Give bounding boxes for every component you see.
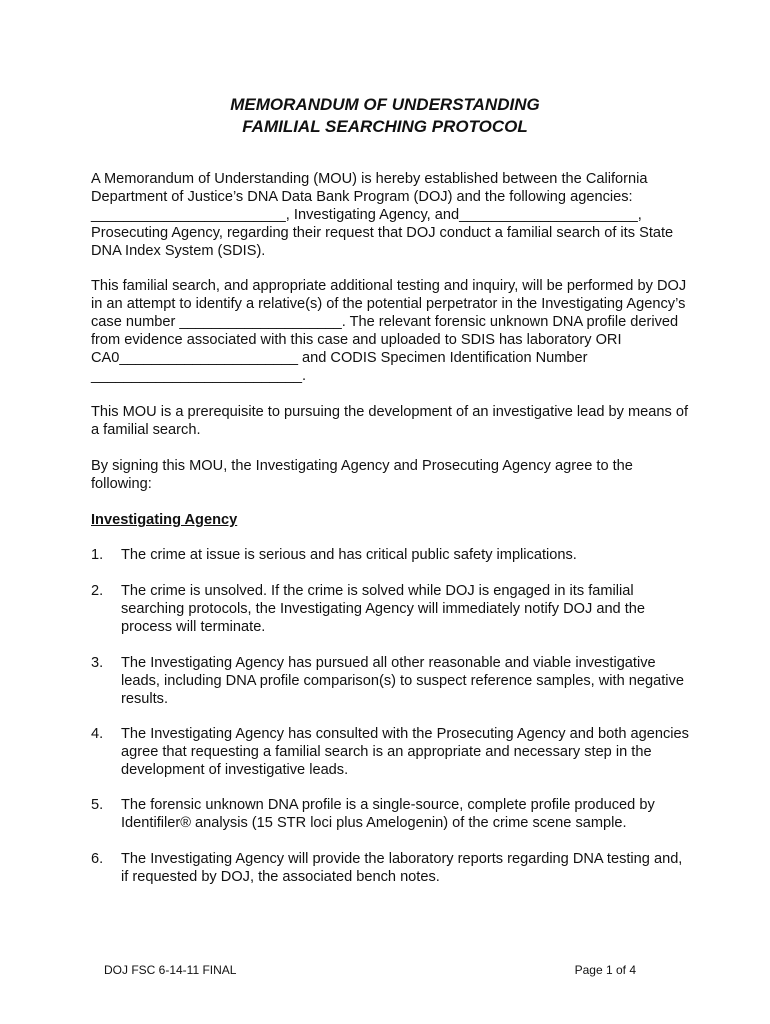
list-item-text: The crime at issue is serious and has critical public safety implications.	[121, 547, 577, 563]
list-item-text: The crime is unsolved. If the crime is solved while DOJ is engaged in its familial searching protocols, the Investigating Agency will immediately notify DOJ and the process will terminate.	[121, 583, 646, 635]
list-item-number: 1.	[91, 547, 104, 563]
list-item-text: The Investigating Agency will provide the laboratory reports regarding DNA testing and, if requested by DOJ, the associated bench notes.	[121, 851, 683, 885]
footer-document-id: DOJ FSC 6-14-11 FINAL	[104, 963, 237, 977]
list-item-number: 4.	[91, 726, 104, 742]
section-heading-investigating-agency: Investigating Agency	[91, 512, 238, 528]
list-item-number: 5.	[91, 797, 104, 813]
list-item-text: The forensic unknown DNA profile is a single-source, complete profile produced by Identifiler® analysis (15 STR loci plus Amelogenin) of the crime scene sample.	[121, 797, 655, 831]
list-item-text: The Investigating Agency has consulted with the Prosecuting Agency and both agencies agree that requesting a familial search is an appropriate and necessary step in the development of investigative leads.	[121, 726, 689, 778]
list-item-number: 2.	[91, 583, 104, 599]
document-title-line-2: FAMILIAL SEARCHING PROTOCOL	[242, 117, 528, 136]
intro-paragraph: A Memorandum of Understanding (MOU) is hereby established between the California Department of Justice’s DNA Data Bank Program (DOJ) and the following agencies: ________________________, Investigating Agency, and______________________, Prosecuting Agency, regarding their request that DOJ conduct a familial search of its State DNA Index System (SDIS).	[91, 171, 674, 259]
list-item-number: 3.	[91, 655, 104, 671]
agreement-paragraph: By signing this MOU, the Investigating Agency and Prosecuting Agency agree to the following:	[91, 458, 633, 492]
list-item-text: The Investigating Agency has pursued all other reasonable and viable investigative leads, including DNA profile comparison(s) to suspect reference samples, with negative results.	[121, 655, 684, 707]
prerequisite-paragraph: This MOU is a prerequisite to pursuing the development of an investigative lead by means of a familial search.	[91, 404, 689, 438]
document-title-line-1: MEMORANDUM OF UNDERSTANDING	[230, 95, 540, 114]
search-details-paragraph: This familial search, and appropriate additional testing and inquiry, will be performed by DOJ in an attempt to identify a relative(s) of the potential perpetrator in the Investigating Agency’s case number ____________________. The relevant forensic unknown DNA profile derived from evidence associated with this case and uploaded to SDIS has laboratory ORI CA0______________________ and CODIS Specimen Identification Number __________________________.	[91, 278, 687, 384]
list-item-number: 6.	[91, 851, 104, 867]
footer-page-number: Page 1 of 4	[574, 963, 636, 977]
